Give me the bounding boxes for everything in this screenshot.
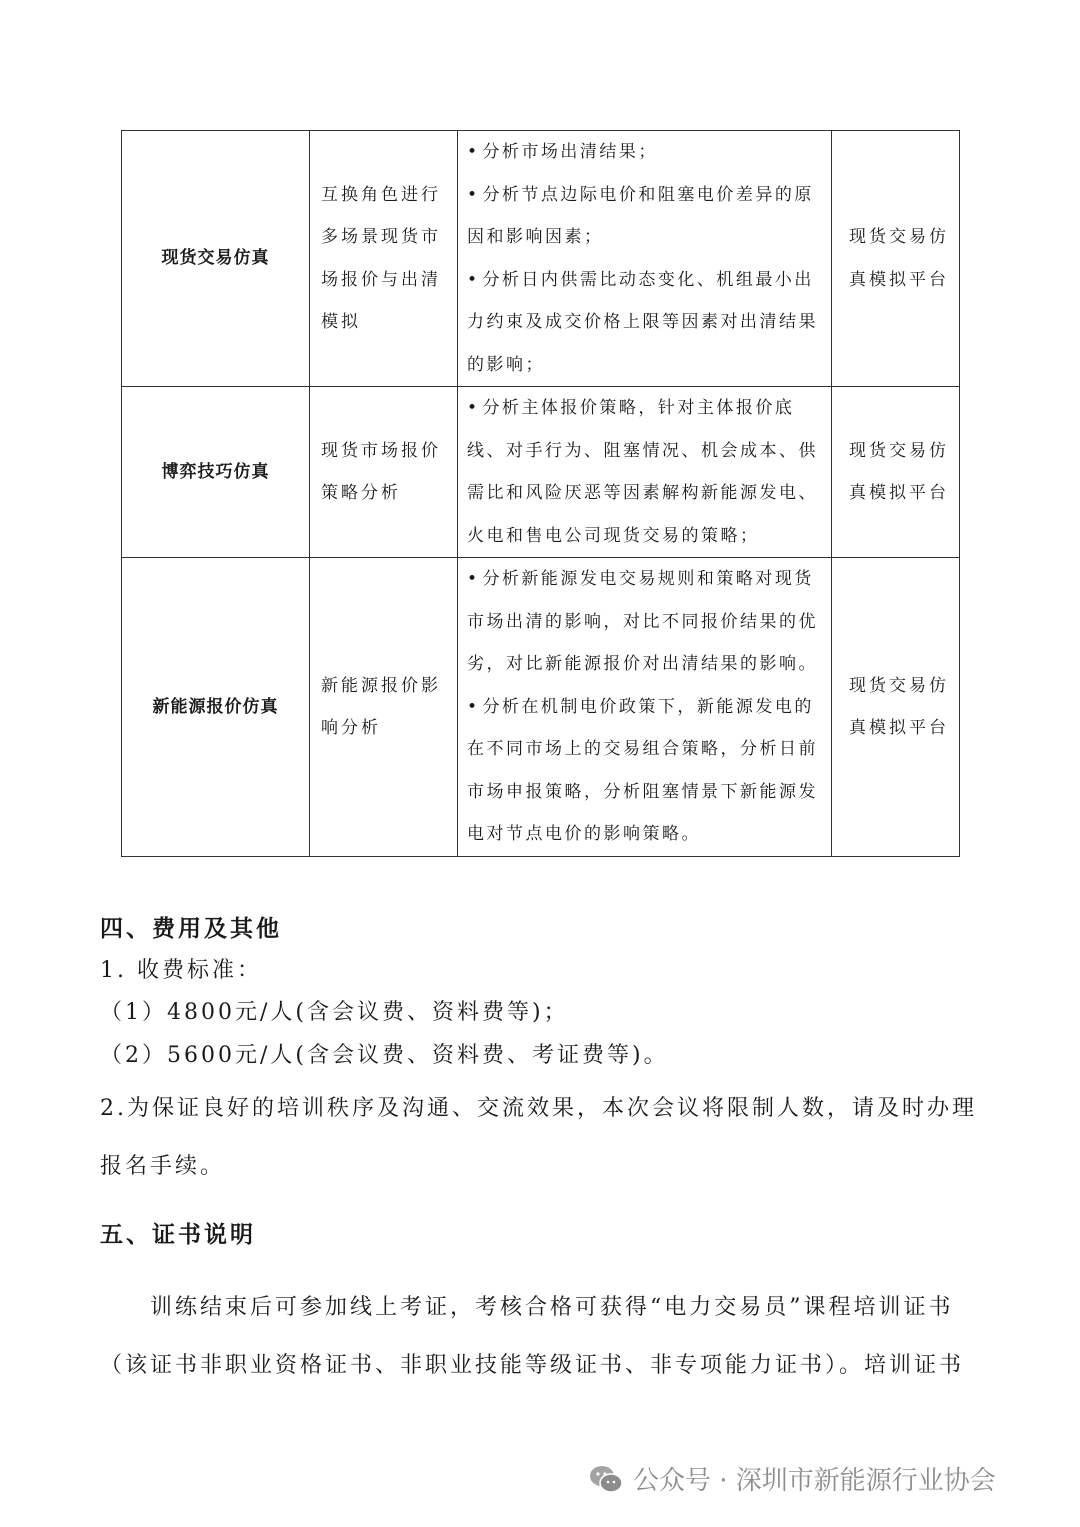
fee-label: 1. 收费标准： [100,958,262,983]
point-item: • 分析新能源发电交易规则和策略对现货市场出清的影响，对比不同报价结果的优劣，对比新能源报价对出清结果的影响。 [467,558,823,686]
certificate-text: 训练结束后可参加线上考证，考核合格可获得“电力交易员”课程培训证书（该证书非职业资格证书、非职业技能等级证书、非专项能力证书）。培训证书 [100,1295,965,1378]
module-content: 互换角色进行多场景现货市场报价与出清模拟 [310,131,458,387]
module-platform: 现货交易仿真模拟平台 [832,131,960,387]
point-item: • 分析市场出清结果； [467,131,823,174]
module-points [458,387,832,558]
fee-option-1: （1）4800元/人(含会议费、资料费等)； [100,1000,569,1025]
table-row [122,387,960,558]
fee-option-2: （2）5600元/人(含会议费、资料费、考证费等)。 [100,1043,669,1068]
table-row [122,131,960,387]
watermark-text: 公众号 · 深圳市新能源行业协会 [633,1466,996,1496]
module-name: 新能源报价仿真 [122,558,310,857]
module-points [458,131,832,387]
point-item: • 分析日内供需比动态变化、机组最小出力约束及成交价格上限等因素对出清结果的影响； [467,259,823,387]
module-platform: 现货交易仿真模拟平台 [832,558,960,857]
point-item: • 分析节点边际电价和阻塞电价差异的原因和影响因素； [467,174,823,259]
module-content: 现货市场报价策略分析 [310,387,458,558]
watermark [589,1460,996,1497]
section-title-fees: 四、费用及其他 [100,916,282,942]
course-table [121,130,960,857]
section-title-certificate: 五、证书说明 [100,1222,256,1248]
wechat-icon [589,1464,623,1494]
module-content: 新能源报价影响分析 [310,558,458,857]
module-name: 现货交易仿真 [122,131,310,387]
fee-note: 2.为保证良好的培训秩序及沟通、交流效果，本次会议将限制人数，请及时办理报名手续。 [100,1096,977,1179]
point-item: • 分析主体报价策略，针对主体报价底线、对手行为、阻塞情况、机会成本、供需比和风险厌恶等因素解构新能源发电、火电和售电公司现货交易的策略； [467,387,823,557]
module-points [458,558,832,857]
module-platform: 现货交易仿真模拟平台 [832,387,960,558]
point-item: • 分析在机制电价政策下，新能源发电的在不同市场上的交易组合策略，分析日前市场申报策略，分析阻塞情景下新能源发电对节点电价的影响策略。 [467,686,823,856]
module-name: 博弈技巧仿真 [122,387,310,558]
table-row [122,558,960,857]
